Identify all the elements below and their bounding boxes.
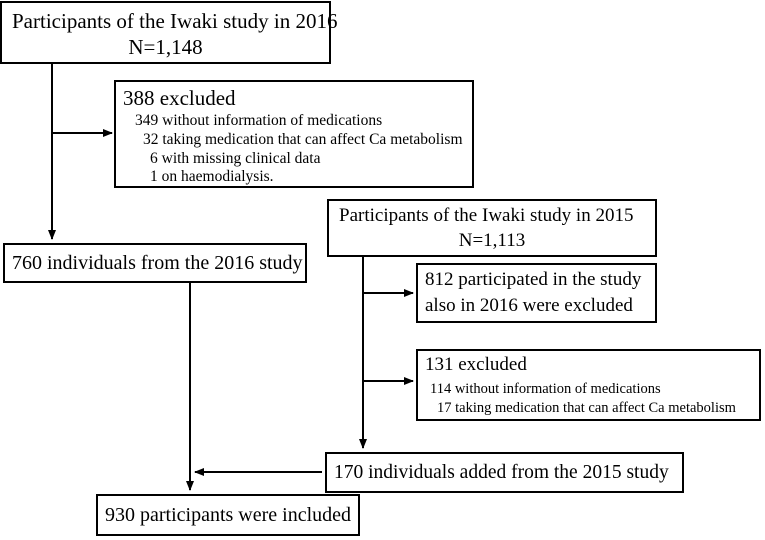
participants-2015-title: Participants of the Iwaki study in 2015 bbox=[339, 205, 634, 226]
participants-2016-title: Participants of the Iwaki study in 2016 bbox=[12, 9, 338, 33]
final-included-text: 930 participants were included bbox=[105, 504, 352, 526]
box-overlap-excluded bbox=[416, 263, 657, 323]
overlap-line2: also in 2016 were excluded bbox=[425, 295, 633, 316]
excluded-2016-item: 1 on haemodialysis. bbox=[150, 168, 274, 185]
excluded-2015-item: 114 without information of medications bbox=[430, 381, 661, 397]
box-final-included bbox=[96, 494, 360, 536]
box-participants-2016 bbox=[0, 1, 338, 64]
added-2015-text: 170 individuals added from the 2015 study bbox=[334, 462, 669, 483]
participants-2015-count: N=1,113 bbox=[458, 230, 526, 251]
box-excluded-2015 bbox=[416, 349, 761, 421]
individuals-2016-text: 760 individuals from the 2016 study bbox=[12, 252, 303, 274]
participants-2016-count: N=1,148 bbox=[128, 35, 203, 59]
excluded-2015-title: 131 excluded bbox=[425, 354, 527, 375]
excluded-2016-item: 32 taking medication that can affect Ca metabolism bbox=[143, 131, 463, 148]
overlap-line1: 812 participated in the study bbox=[425, 269, 642, 290]
excluded-2016-item: 349 without information of medications bbox=[135, 112, 383, 129]
box-added-2015 bbox=[325, 452, 684, 493]
excluded-2016-title: 388 excluded bbox=[123, 86, 236, 110]
box-excluded-2016 bbox=[114, 80, 474, 188]
box-participants-2015 bbox=[327, 199, 657, 257]
excluded-2015-item: 17 taking medication that can affect Ca metabolism bbox=[437, 400, 736, 416]
excluded-2016-item: 6 with missing clinical data bbox=[150, 150, 321, 167]
box-individuals-2016 bbox=[3, 243, 307, 283]
